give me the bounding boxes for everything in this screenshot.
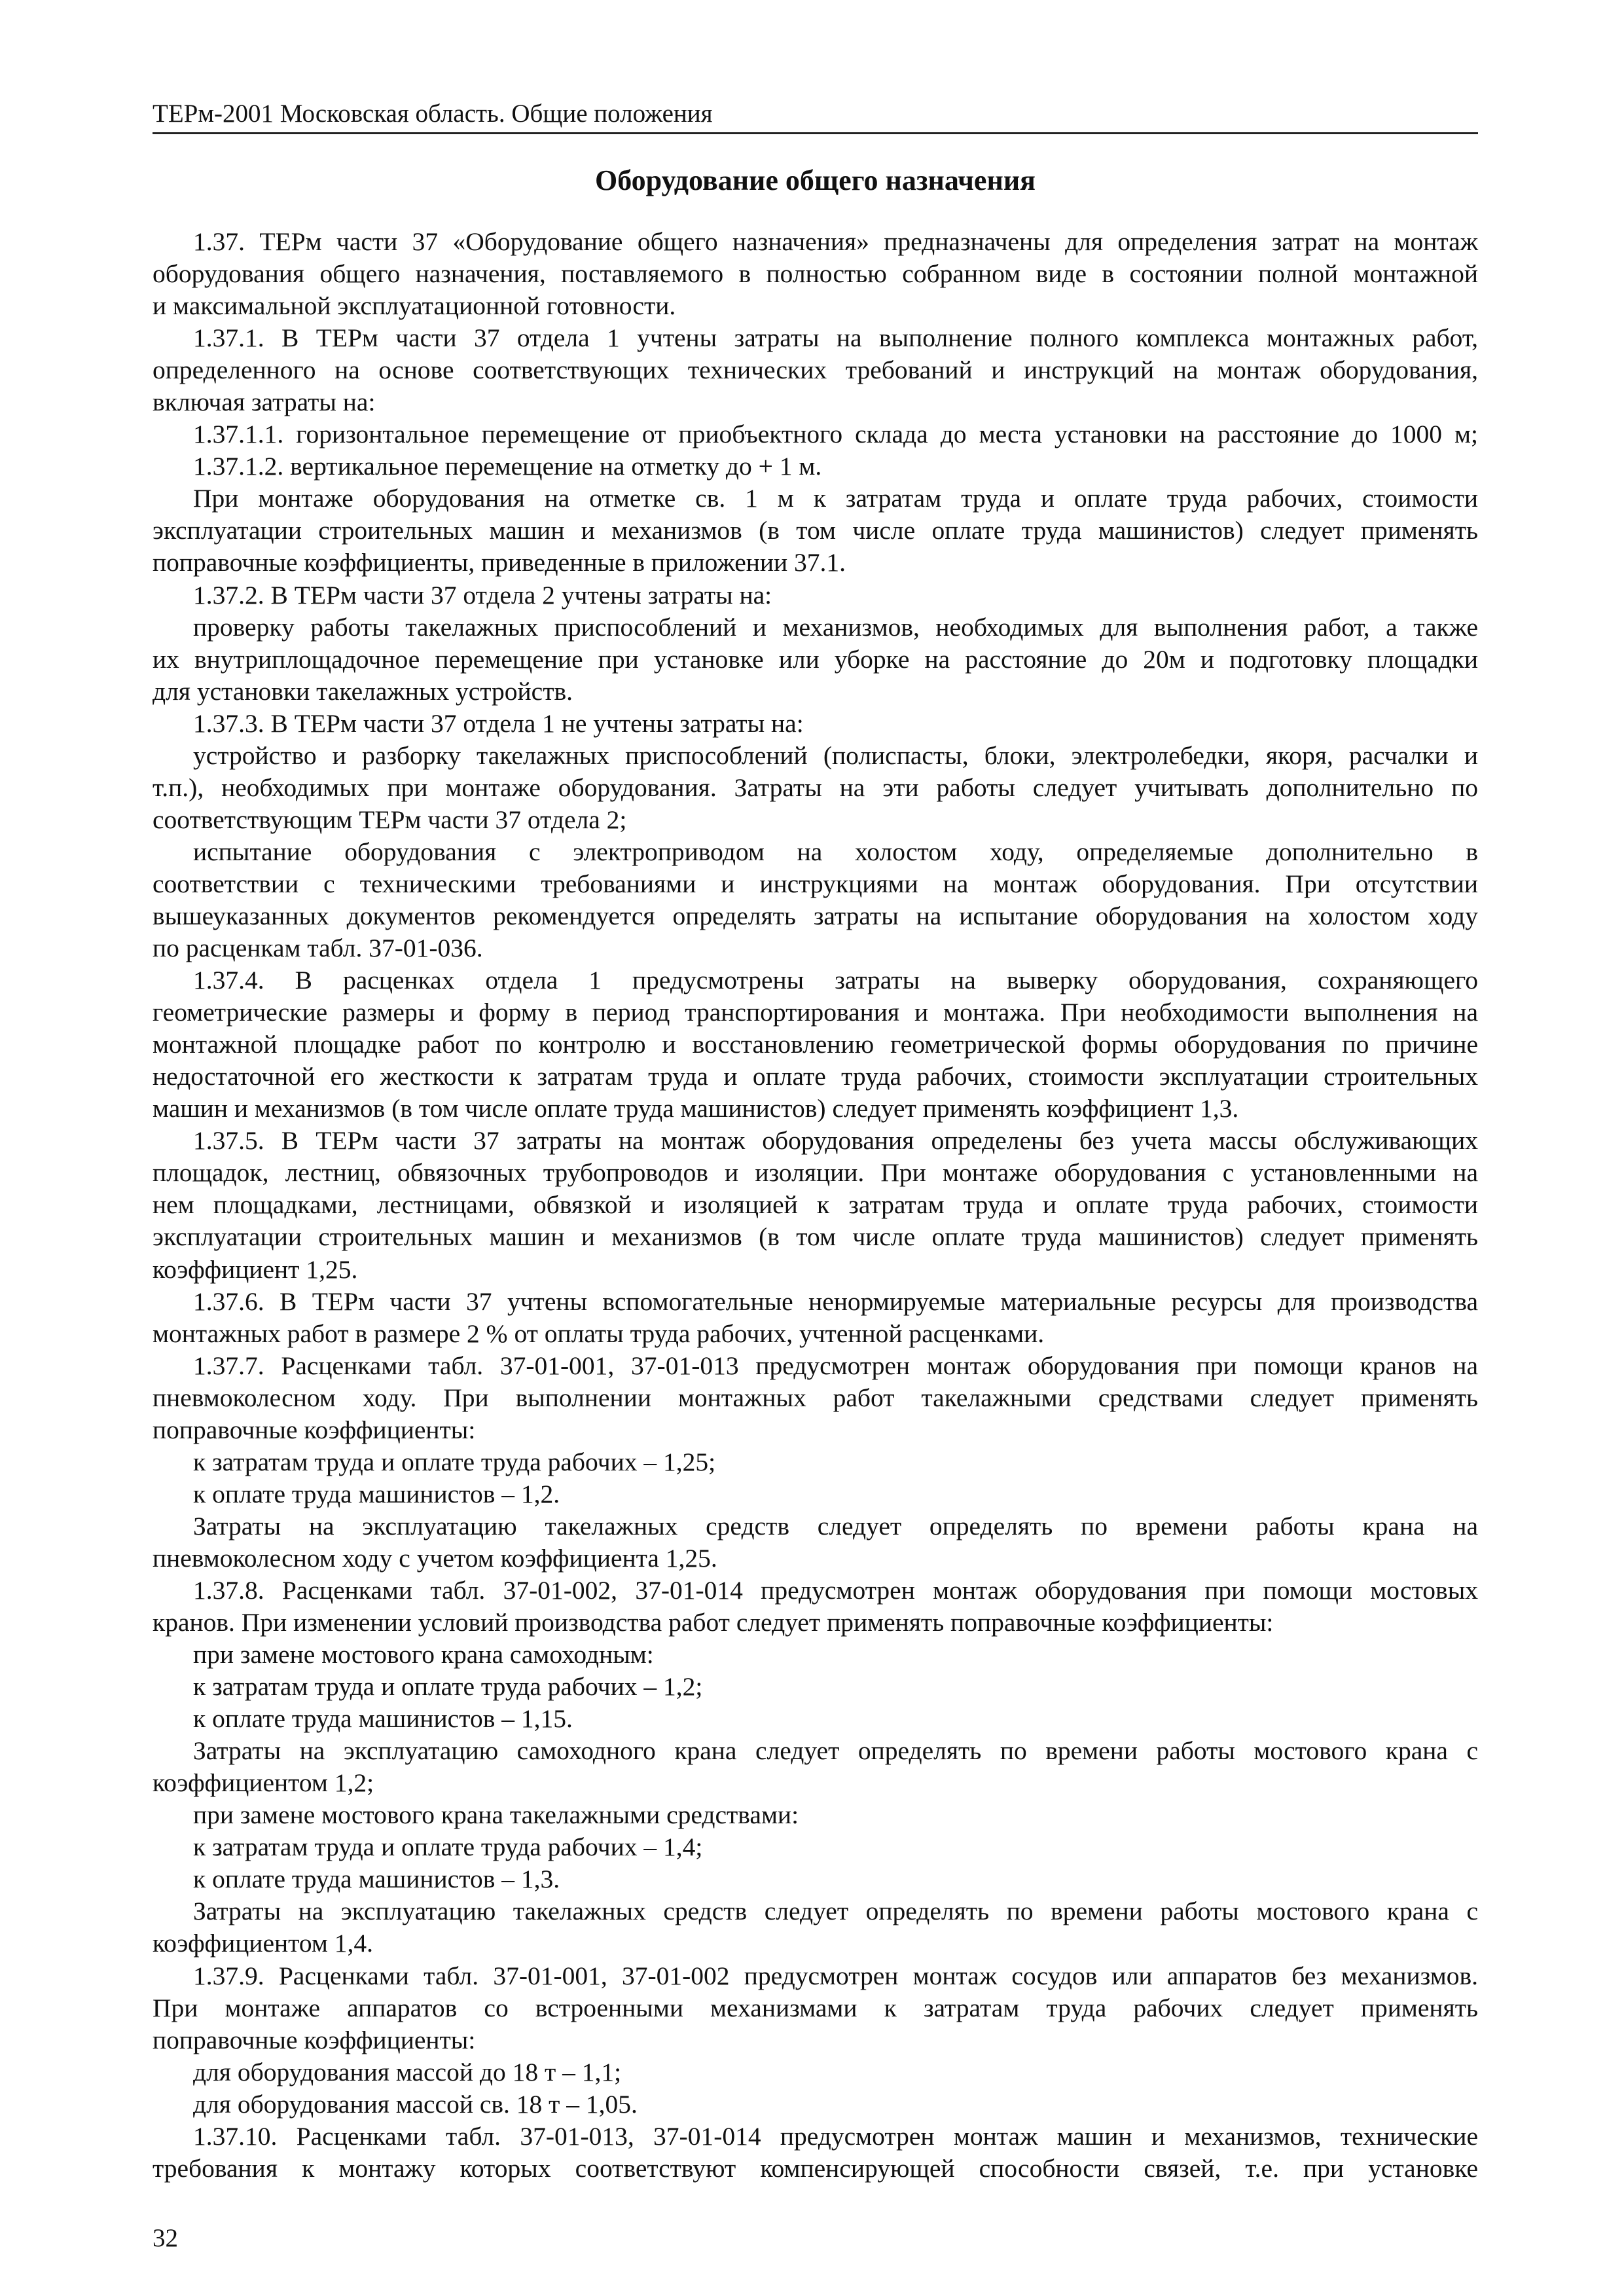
text-line: пневмоколесном ходу с учетом коэффициента 1,25. <box>153 1543 717 1573</box>
text-line: при замене мостового крана такелажными средствами: <box>193 1800 799 1830</box>
text-line: требования к монтажу которых соответствуют компенсирующей способности связей, т.е. при установке <box>153 2153 1478 2183</box>
text-line: коэффициентом 1,2; <box>153 1768 374 1798</box>
text-line: для оборудования массой св. 18 т – 1,05. <box>193 2089 638 2119</box>
text-line: монтажной площадке работ по контролю и восстановлению геометрической формы оборудования по причине <box>153 1030 1478 1059</box>
text-line: кранов. При изменении условий производства работ следует применять поправочные коэффициенты: <box>153 1608 1274 1637</box>
text-line: коэффициентом 1,4. <box>153 1929 374 1958</box>
text-line: при замене мостового крана самоходным: <box>193 1640 654 1669</box>
text-line: недостаточной его жесткости к затратам труда и оплате труда рабочих, стоимости эксплуатации строительных <box>153 1062 1478 1091</box>
text-line: эксплуатации строительных машин и механизмов (в том числе оплате труда машинистов) следует применять <box>153 1222 1478 1252</box>
text-line: эксплуатации строительных машин и механизмов (в том числе оплате труда машинистов) следует применять <box>153 516 1478 545</box>
text-line: к оплате труда машинистов – 1,15. <box>193 1704 573 1734</box>
text-line: 1.37.2. В ТЕРм части 37 отдела 2 учтены затраты на: <box>193 580 772 610</box>
text-line: 1.37. ТЕРм части 37 «Оборудование общего назначения» предназначены для определения затрат на монтаж <box>193 227 1478 256</box>
text-line: т.п.), необходимых при монтаже оборудования. Затраты на эти работы следует учитывать дополнительно по <box>153 773 1478 802</box>
text-line: 1.37.4. В расценках отдела 1 предусмотрены затраты на выверку оборудования, сохраняющего <box>193 966 1478 995</box>
text-line: монтажных работ в размере 2 % от оплаты труда рабочих, учтенной расценками. <box>153 1319 1045 1348</box>
section-title: Оборудование общего назначения <box>595 164 1036 196</box>
text-line: и максимальной эксплуатационной готовности. <box>153 291 676 321</box>
text-line: устройство и разборку такелажных приспособлений (полиспасты, блоки, электролебедки, якоря, расчалки и <box>193 740 1478 770</box>
text-line: 1.37.1. В ТЕРм части 37 отдела 1 учтены затраты на выполнение полного комплекса монтажных работ, <box>193 323 1478 353</box>
text-line: включая затраты на: <box>153 388 376 417</box>
text-line: по расценкам табл. 37-01-036. <box>153 934 483 963</box>
text-line: для оборудования массой до 18 т – 1,1; <box>193 2057 622 2086</box>
text-line: 1.37.1.2. вертикальное перемещение на отметку до + 1 м. <box>193 452 822 481</box>
text-line: При монтаже аппаратов со встроенными механизмами к затратам труда рабочих следует применять <box>153 1993 1478 2022</box>
text-line: к затратам труда и оплате труда рабочих – 1,25; <box>193 1447 716 1476</box>
text-line: поправочные коэффициенты, приведенные в приложении 37.1. <box>153 548 846 577</box>
text-line: для установки такелажных устройств. <box>153 676 573 706</box>
text-line: проверку работы такелажных приспособлений и механизмов, необходимых для выполнения работ, а также <box>193 612 1478 642</box>
text-line: Затраты на эксплуатацию такелажных средств следует определять по времени работы крана на <box>193 1511 1478 1540</box>
text-line: При монтаже оборудования на отметке св. 1 м к затратам труда и оплате труда рабочих, стоимости <box>193 484 1478 513</box>
text-line: 1.37.3. В ТЕРм части 37 отдела 1 не учтены затраты на: <box>193 708 804 738</box>
text-line: 1.37.6. В ТЕРм части 37 учтены вспомогательные ненормируемые материальные ресурсы для производства <box>193 1286 1478 1316</box>
text-line: их внутриплощадочное перемещение при установке или уборке на расстояние до 20м и подготовку площадки <box>153 644 1478 674</box>
text-line: к затратам труда и оплате труда рабочих – 1,4; <box>193 1832 703 1862</box>
text-line: 1.37.9. Расценками табл. 37-01-001, 37-01-002 предусмотрен монтаж сосудов или аппаратов без механизмов. <box>193 1961 1478 1990</box>
text-line: 1.37.10. Расценками табл. 37-01-013, 37-01-014 предусмотрен монтаж машин и механизмов, технические <box>193 2121 1478 2151</box>
text-line: оборудования общего назначения, поставляемого в полностью собранном виде в состоянии полной монтажной <box>153 259 1478 289</box>
text-line: Затраты на эксплуатацию самоходного крана следует определять по времени работы мостового крана с <box>193 1736 1478 1766</box>
text-line: 1.37.7. Расценками табл. 37-01-001, 37-01-013 предусмотрен монтаж оборудования при помощи кранов на <box>193 1351 1478 1380</box>
text-line: 1.37.1.1. горизонтальное перемещение от приобъектного склада до места установки на расстояние до 1000 м; <box>193 420 1478 449</box>
text-line: коэффициент 1,25. <box>153 1254 358 1284</box>
text-line: поправочные коэффициенты: <box>153 2025 476 2054</box>
text-line: геометрические размеры и форму в период транспортирования и монтажа. При необходимости выполнения на <box>153 998 1478 1027</box>
text-line: 1.37.8. Расценками табл. 37-01-002, 37-01-014 предусмотрен монтаж оборудования при помощи мостовых <box>193 1575 1478 1605</box>
running-header: ТЕРм-2001 Московская область. Общие положения <box>153 98 1478 134</box>
text-line: Затраты на эксплуатацию такелажных средств следует определять по времени работы мостового крана с <box>193 1897 1478 1926</box>
text-line: нем площадками, лестницами, обвязкой и изоляцией к затратам труда и оплате труда рабочих, стоимости <box>153 1190 1478 1220</box>
text-line: пневмоколесном ходу. При выполнении монтажных работ такелажными средствами следует применять <box>153 1383 1478 1412</box>
text-line: соответствующим ТЕРм части 37 отдела 2; <box>153 805 627 834</box>
text-line: машин и механизмов (в том числе оплате труда машинистов) следует применять коэффициент 1,3. <box>153 1094 1239 1123</box>
body-text <box>153 226 1478 2185</box>
text-line: к оплате труда машинистов – 1,2. <box>193 1479 560 1508</box>
text-line: соответствии с техническими требованиями и инструкциями на монтаж оборудования. При отсутствии <box>153 869 1478 898</box>
text-line: вышеуказанных документов рекомендуется определять затраты на испытание оборудования на холостом ходу <box>153 901 1478 930</box>
text-line: 1.37.5. В ТЕРм части 37 затраты на монтаж оборудования определены без учета массы обслуживающих <box>193 1126 1478 1156</box>
text-line: испытание оборудования с электроприводом на холостом ходу, определяемые дополнительно в <box>193 837 1478 866</box>
page-number: 32 <box>153 2224 178 2252</box>
text-line: площадок, лестниц, обвязочных трубопроводов и изоляции. При монтаже оборудования с установленными на <box>153 1158 1478 1188</box>
text-line: определенного на основе соответствующих технических требований и инструкций на монтаж оборудования, <box>153 355 1478 385</box>
text-line: к затратам труда и оплате труда рабочих – 1,2; <box>193 1672 703 1702</box>
text-line: поправочные коэффициенты: <box>153 1415 476 1444</box>
text-line: к оплате труда машинистов – 1,3. <box>193 1865 560 1894</box>
